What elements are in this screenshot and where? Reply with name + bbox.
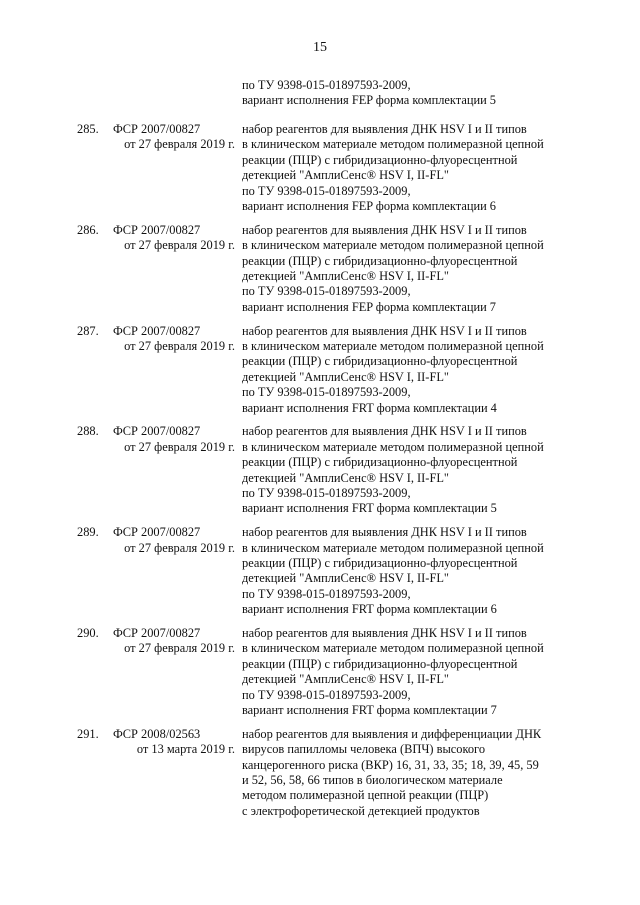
description-line: в клиническом материале методом полимеразной цепной — [242, 439, 544, 454]
continuation-line: по ТУ 9398-015-01897593-2009, — [242, 78, 411, 92]
description-line: и 52, 56, 58, 66 типов в биологическом материале — [242, 773, 503, 788]
description-line: по ТУ 9398-015-01897593-2009, — [242, 183, 411, 198]
description-line: вариант исполнения FRT форма комплектации 4 — [242, 400, 497, 415]
entry-number: 286. — [77, 222, 99, 237]
entry-description — [242, 424, 572, 516]
entry-description — [242, 727, 572, 819]
description-line: в клиническом материале методом полимеразной цепной — [242, 339, 544, 353]
description-line: реакции (ПЦР) с гибридизационно-флуоресцентной — [242, 253, 518, 268]
description-line: вариант исполнения FRT форма комплектации 6 — [242, 602, 497, 617]
description-line: по ТУ 9398-015-01897593-2009, — [242, 586, 411, 601]
registration-number: ФСР 2007/00827 — [113, 323, 201, 338]
description-line: вариант исполнения FRT форма комплектации 5 — [242, 501, 497, 516]
registration-info — [113, 424, 235, 455]
registration-info — [113, 626, 235, 657]
registration-number: ФСР 2007/00827 — [113, 525, 201, 540]
description-line: реакции (ПЦР) с гибридизационно-флуоресцентной — [242, 556, 518, 570]
entry-description — [242, 324, 572, 416]
entry-number: 287. — [77, 323, 99, 338]
description-line: методом полимеразной цепной реакции (ПЦР) — [242, 788, 489, 803]
continuation-text — [242, 78, 572, 109]
entry-description — [242, 122, 572, 214]
registration-info — [113, 324, 235, 355]
description-line: реакции (ПЦР) с гибридизационно-флуоресцентной — [242, 656, 518, 671]
entry-number: 285. — [77, 122, 99, 136]
description-line: вариант исполнения FRT форма комплектации 7 — [242, 703, 497, 718]
registration-info — [113, 525, 235, 556]
registration-info — [113, 727, 235, 758]
description-line: вирусов папилломы человека (ВПЧ) высокого — [242, 742, 486, 757]
registration-date: от 27 февраля 2019 г. — [124, 641, 235, 656]
description-line: реакции (ПЦР) с гибридизационно-флуоресцентной — [242, 455, 518, 470]
description-line: по ТУ 9398-015-01897593-2009, — [242, 284, 411, 299]
description-line: детекцией "АмплиСенс® HSV I, II-FL" — [242, 168, 449, 183]
description-line: в клиническом материале методом полимеразной цепной — [242, 641, 544, 656]
registration-date: от 27 февраля 2019 г. — [124, 339, 235, 353]
entry-description — [242, 223, 572, 315]
description-line: набор реагентов для выявления ДНК HSV I и II типов — [242, 525, 527, 540]
description-line: детекцией "АмплиСенс® HSV I, II-FL" — [242, 571, 449, 586]
description-line: по ТУ 9398-015-01897593-2009, — [242, 687, 411, 702]
description-line: в клиническом материале методом полимеразной цепной — [242, 540, 544, 555]
registration-date: от 13 марта 2019 г. — [136, 742, 235, 757]
description-line: детекцией "АмплиСенс® HSV I, II-FL" — [242, 470, 449, 485]
registration-number: ФСР 2007/00827 — [113, 222, 201, 237]
description-line: по ТУ 9398-015-01897593-2009, — [242, 486, 411, 501]
description-line: реакции (ПЦР) с гибридизационно-флуоресцентной — [242, 152, 518, 167]
description-line: детекцией "АмплиСенс® HSV I, II-FL" — [242, 269, 449, 284]
description-line: набор реагентов для выявления ДНК HSV I и II типов — [242, 424, 527, 439]
entry-description — [242, 626, 572, 718]
entry-description — [242, 525, 572, 617]
page-number: 15 — [313, 40, 327, 55]
description-line: канцерогенного риска (ВКР) 16, 31, 33, 35; 18, 39, 45, 59 — [242, 757, 539, 772]
description-line: по ТУ 9398-015-01897593-2009, — [242, 385, 411, 400]
description-line: набор реагентов для выявления и дифференциации ДНК — [242, 726, 542, 741]
description-line: вариант исполнения FEP форма комплектации 6 — [242, 199, 497, 214]
entry-number: 291. — [77, 726, 99, 741]
registration-number: ФСР 2007/00827 — [113, 424, 201, 439]
continuation-line: вариант исполнения FEP форма комплектации 5 — [242, 93, 497, 108]
registration-date: от 27 февраля 2019 г. — [124, 238, 235, 253]
description-line: в клиническом материале методом полимеразной цепной — [242, 238, 544, 253]
registration-date: от 27 февраля 2019 г. — [124, 137, 235, 152]
registration-number: ФСР 2007/00827 — [113, 626, 201, 640]
registration-number: ФСР 2008/02563 — [113, 726, 201, 741]
registration-date: от 27 февраля 2019 г. — [124, 540, 235, 555]
registration-info — [113, 122, 235, 153]
description-line: с электрофоретической детекцией продуктов — [242, 803, 480, 818]
entry-number: 289. — [77, 525, 99, 540]
description-line: набор реагентов для выявления ДНК HSV I и II типов — [242, 626, 527, 640]
description-line: набор реагентов для выявления ДНК HSV I и II типов — [242, 222, 527, 237]
description-line: детекцией "АмплиСенс® HSV I, II-FL" — [242, 672, 449, 687]
description-line: набор реагентов для выявления ДНК HSV I и II типов — [242, 323, 527, 338]
registration-number: ФСР 2007/00827 — [113, 122, 201, 136]
description-line: реакции (ПЦР) с гибридизационно-флуоресцентной — [242, 354, 518, 369]
description-line: набор реагентов для выявления ДНК HSV I и II типов — [242, 122, 527, 136]
entry-number: 290. — [77, 626, 99, 640]
entry-number: 288. — [77, 424, 99, 439]
description-line: в клиническом материале методом полимеразной цепной — [242, 137, 544, 152]
description-line: детекцией "АмплиСенс® HSV I, II-FL" — [242, 369, 449, 384]
registration-date: от 27 февраля 2019 г. — [124, 439, 235, 454]
description-line: вариант исполнения FEP форма комплектации 7 — [242, 299, 497, 314]
registration-info — [113, 223, 235, 254]
